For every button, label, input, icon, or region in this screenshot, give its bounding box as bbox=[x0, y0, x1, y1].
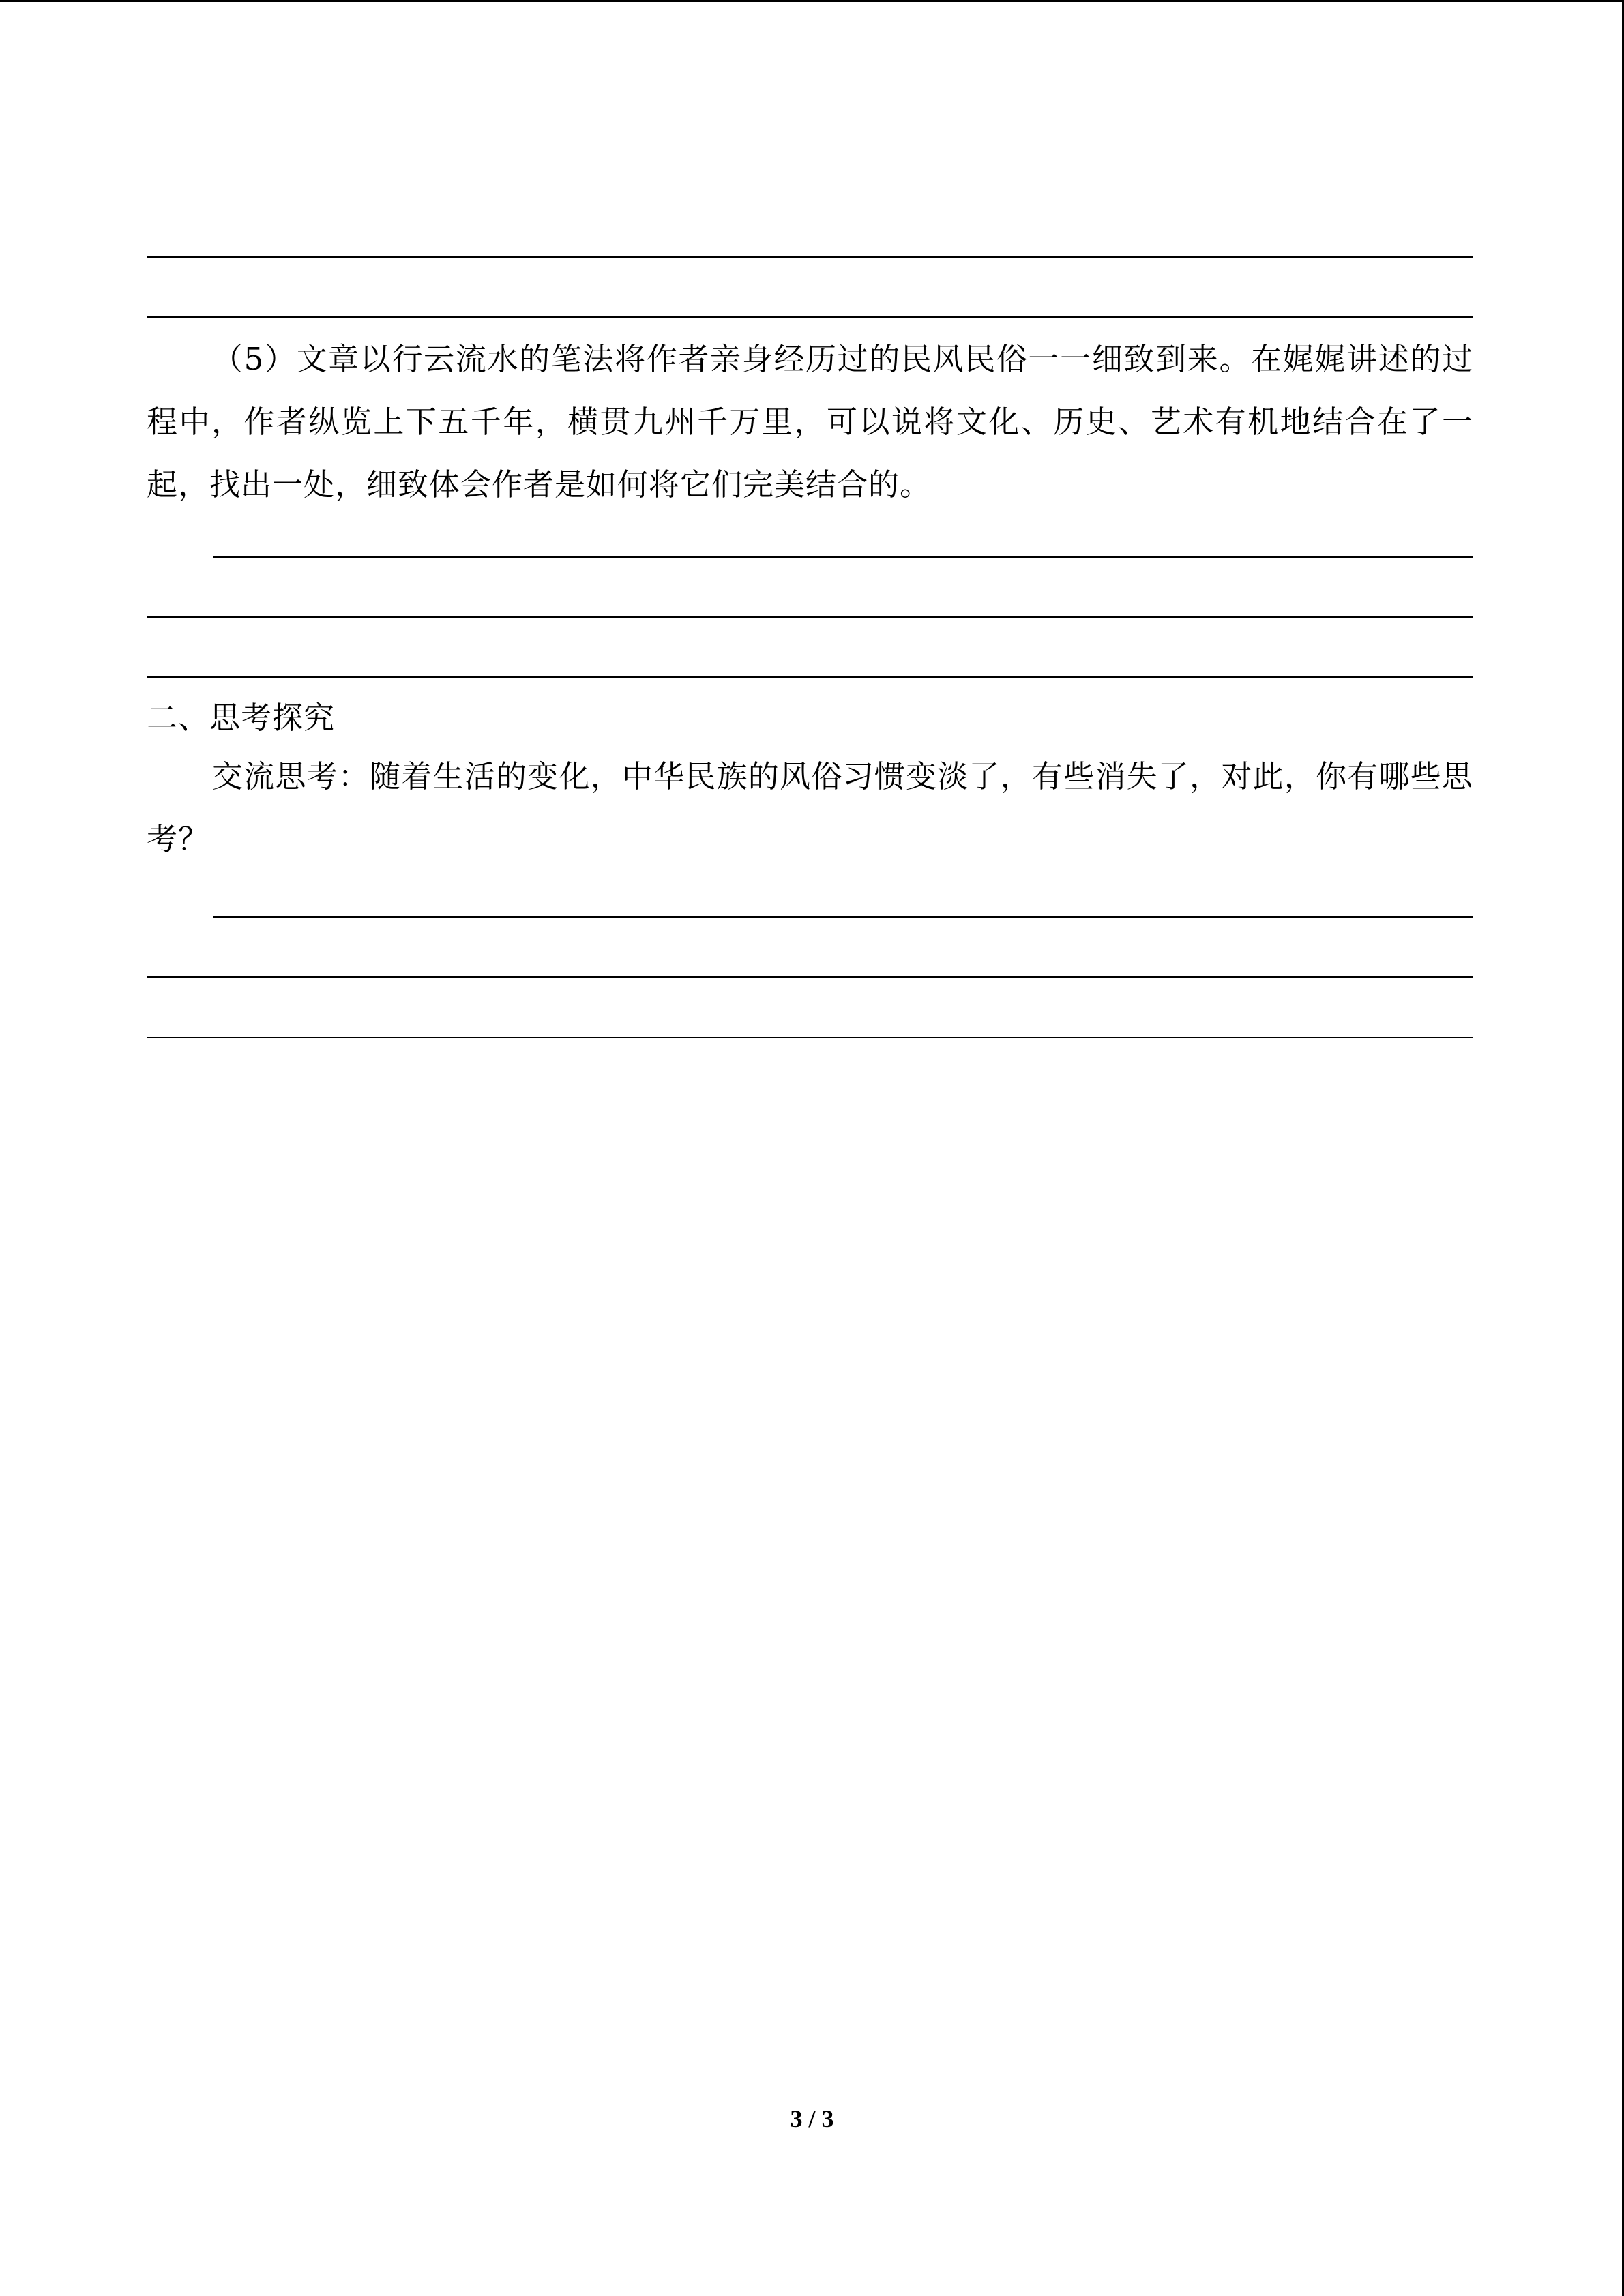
answer-line bbox=[147, 256, 1473, 258]
answer-line bbox=[213, 556, 1473, 558]
answer-line bbox=[147, 616, 1473, 618]
question-5-text: （5）文章以行云流水的笔法将作者亲身经历过的民风民俗一一细致到来。在娓娓讲述的过程中，作者纵览上下五千年，横贯九州千万里，可以说将文化、历史、艺术有机地结合在了一起，找出一处，细致体会作者是如何将它们完美结合的。 bbox=[147, 341, 1473, 503]
page-number: 3 / 3 bbox=[790, 2105, 834, 2132]
answer-line bbox=[147, 1037, 1473, 1038]
answer-line bbox=[213, 916, 1473, 918]
section-heading: 二、思考探究 bbox=[147, 700, 336, 736]
answer-line bbox=[147, 316, 1473, 318]
answer-line bbox=[147, 676, 1473, 678]
answer-line bbox=[147, 976, 1473, 978]
discussion-prompt: 交流思考：随着生活的变化，中华民族的风俗习惯变淡了，有些消失了，对此，你有哪些思考？ bbox=[147, 758, 1473, 857]
